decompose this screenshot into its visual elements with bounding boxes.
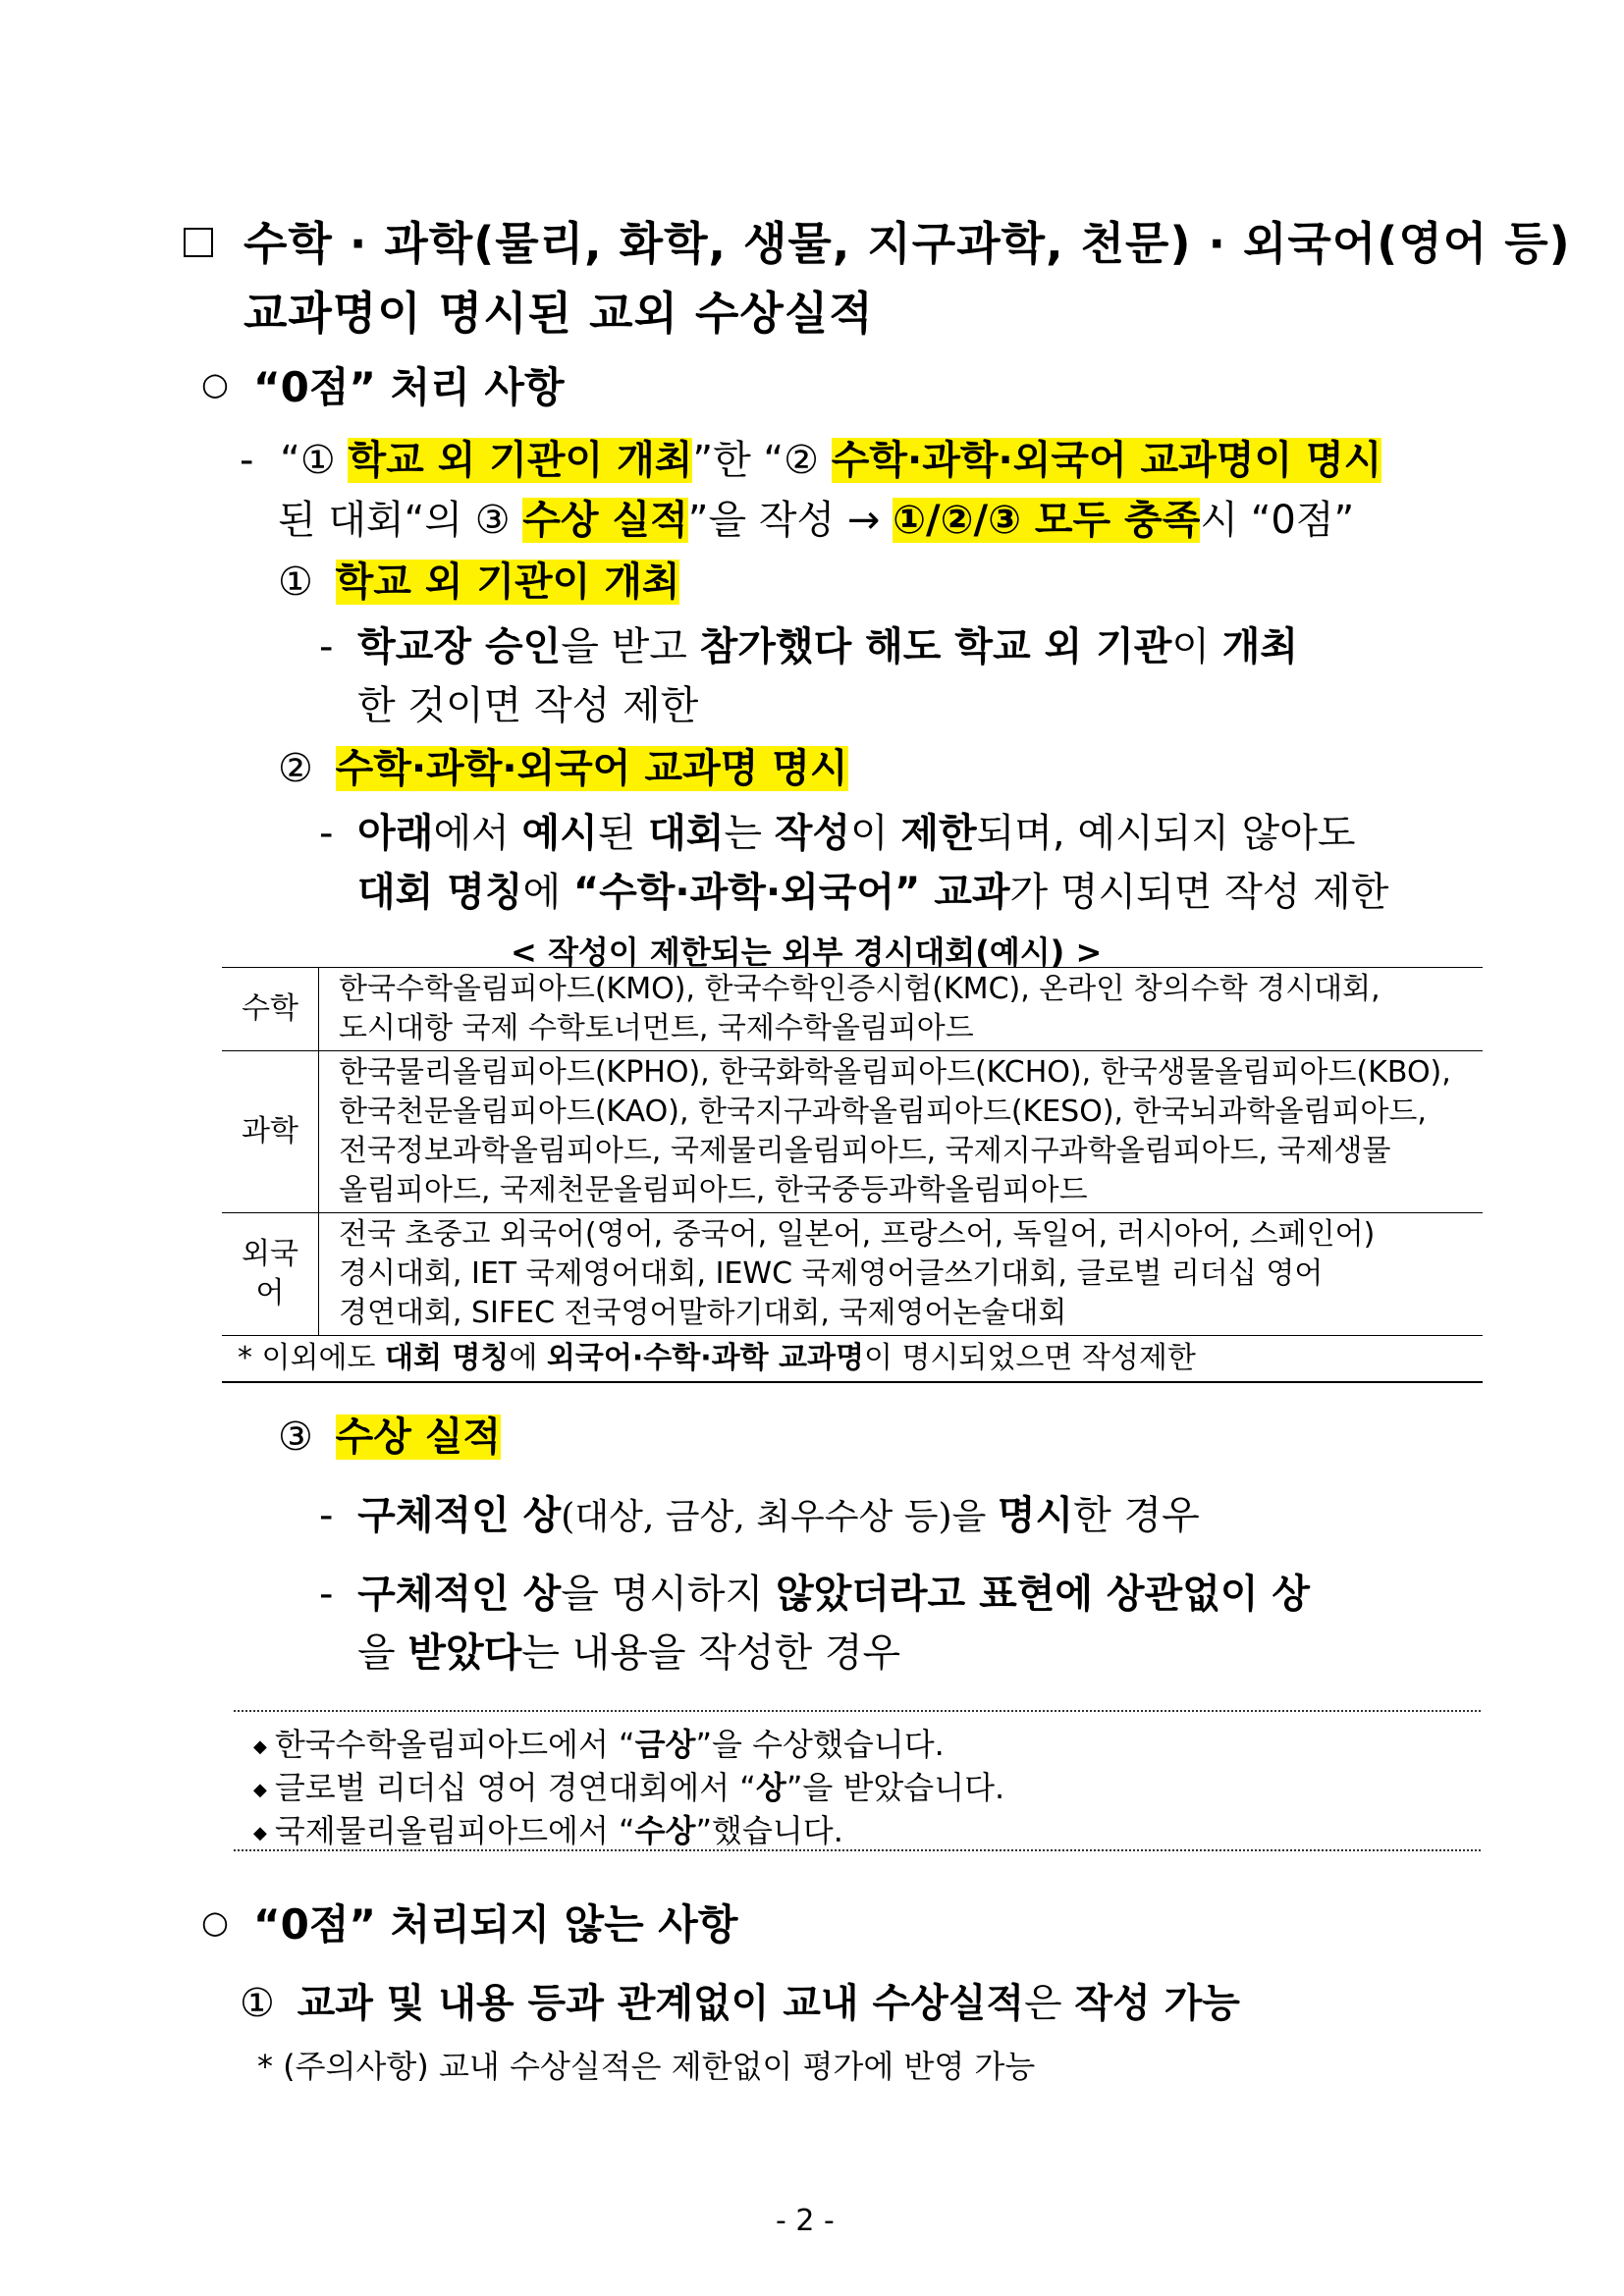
example-text: 국제물리올림피아드에서 “ [274, 1812, 635, 1849]
item2-text-b: 에서 [433, 811, 522, 856]
example-text: ”을 받았습니다. [785, 1769, 1005, 1806]
list-line: 경연대회, SIFEC 전국영어말하기대회, 국제영어논술대회 [339, 1296, 1067, 1330]
restricted-contest-table [222, 967, 1483, 1383]
category-language-line2: 어 [255, 1276, 285, 1310]
item3-sub2-text-b: 을 명시하지 [561, 1572, 776, 1617]
table-row-science [222, 1051, 1483, 1213]
example-text: 한국수학올림피아드에서 “ [274, 1726, 635, 1763]
section-title-line1: 수학 · 과학(물리, 화학, 생물, 지구과학, 천문) · 외국어(영어 등) [244, 217, 1571, 270]
item2-desc-line1 [319, 802, 1356, 858]
example-line-3 [253, 1806, 843, 1851]
item1-number: ① [278, 560, 313, 605]
nonzero-heading: “0점” 처리되지 않는 사항 [253, 1900, 738, 1949]
item2-dash: - [319, 811, 334, 856]
list-line: 올림피아드, 국제천문올림피아드, 한국중등과학올림피아드 [339, 1173, 1088, 1207]
list-line: 전국 초중고 외국어(영어, 중국어, 일본어, 프랑스어, 독일어, 러시아어, 스페인어) [339, 1217, 1376, 1252]
lead-text-1: “① [280, 438, 349, 483]
category-science-list [319, 1051, 1484, 1213]
lead-highlight-3: 수상 실적 [522, 498, 688, 543]
item1-text-b: 을 받고 [561, 624, 700, 669]
table-caption: < 작성이 제한되는 외부 경시대회(예시) > [511, 934, 1103, 971]
item2-text-m: “수학·과학·외국어” 교과 [572, 870, 1010, 915]
list-line: 한국수학올림피아드(KMO), 한국수학인증시험(KMC), 온라인 창의수학 경시대회, [339, 972, 1380, 1006]
example-keyword: 상 [755, 1769, 786, 1806]
table-row-math [222, 968, 1483, 1051]
item1-text-c: 참가했다 해도 학교 외 기관 [699, 624, 1172, 669]
list-line: 전국정보과학올림피아드, 국제물리올림피아드, 국제지구과학올림피아드, 국제생물 [339, 1134, 1391, 1168]
example-keyword: 수상 [634, 1812, 696, 1849]
item2-text-c: 예시 [521, 811, 598, 856]
category-math-list [319, 968, 1484, 1051]
lead-line1 [240, 429, 1381, 485]
lead-highlight-4: ①/②/③ 모두 충족 [893, 498, 1201, 543]
lead-text-4: ”을 작성 → [687, 498, 893, 543]
item3-number: ③ [278, 1415, 313, 1460]
category-language [222, 1213, 319, 1336]
nonzero-item1-text-a: 교과 및 내용 등과 관계없이 교내 수상실적 [297, 1981, 1025, 2026]
item2-desc-line2 [357, 861, 1388, 917]
example-keyword: 금상 [634, 1726, 696, 1763]
item3-sub2-dash: - [319, 1572, 334, 1617]
item2-text-l: 에 [522, 870, 573, 915]
note-text-e: 이 명시되었으면 작성제한 [863, 1341, 1196, 1375]
page-number: - 2 - [776, 2204, 835, 2238]
note-text-b: 대회 명칭 [385, 1341, 510, 1375]
lead-text-2: ”한 “② [692, 438, 832, 483]
note-star: * [238, 1341, 252, 1375]
nonzero-item1-text-c: 작성 가능 [1074, 1981, 1240, 2026]
category-language-line1: 외국 [242, 1237, 298, 1271]
item2-text-h: 이 [850, 811, 901, 856]
example-text: ”했습니다. [695, 1812, 843, 1849]
table-note-row [222, 1336, 1483, 1383]
item1-desc-line2: 한 것이면 작성 제한 [357, 683, 699, 728]
item1-label: 학교 외 기관이 개최 [335, 560, 680, 605]
note-text-a: 이외에도 [252, 1341, 385, 1375]
lead-line2 [278, 489, 1354, 545]
item3-label: 수상 실적 [335, 1415, 502, 1460]
nonzero-item1 [240, 1972, 1240, 2028]
diamond-bullet-icon: ◆ [253, 1822, 267, 1843]
note-text-c: 에 [509, 1341, 547, 1375]
circle-bullet-icon: ○ [201, 1903, 229, 1941]
nonzero-item1-text-b: 은 [1024, 1981, 1075, 2026]
item2-label: 수학·과학·외국어 교과명 명시 [335, 746, 848, 791]
item2-text-j: 되며, 예시되지 않아도 [976, 811, 1356, 856]
list-line: 도시대항 국제 수학토너먼트, 국제수학올림피아드 [339, 1011, 974, 1045]
nonzero-item1-number: ① [240, 1981, 275, 2026]
item3-sub2-text-e: 받았다 [407, 1630, 522, 1676]
list-line: 경시대회, IET 국제영어대회, IEWC 국제영어글쓰기대회, 글로벌 리더십 영어 [339, 1256, 1324, 1291]
category-science: 과학 [222, 1051, 319, 1213]
table-note [222, 1336, 1483, 1383]
item3-sub1-text-a: 구체적인 상 [357, 1493, 562, 1538]
examples-box [234, 1710, 1481, 1851]
item2-text-d: 된 [597, 811, 649, 856]
item3-sub2-line2 [357, 1622, 900, 1678]
item2-text-i: 제한 [900, 811, 977, 856]
item1-heading [278, 551, 679, 607]
item1-text-d: 이 [1171, 624, 1222, 669]
item1-dash: - [319, 624, 334, 669]
item2-text-g: 작성 [774, 811, 850, 856]
circle-bullet-icon: ○ [201, 365, 229, 402]
item1-desc-line1 [319, 615, 1298, 671]
item3-sub1-text-d: 한 경우 [1073, 1493, 1200, 1538]
table-row-language [222, 1213, 1483, 1336]
note-text-d: 외국어·수학·과학 교과명 [546, 1341, 864, 1375]
example-line-1 [253, 1720, 945, 1765]
example-text: 글로벌 리더십 영어 경연대회에서 “ [274, 1769, 756, 1806]
category-language-list [319, 1213, 1484, 1336]
item3-sub2-text-d: 을 [357, 1630, 408, 1676]
diamond-bullet-icon: ◆ [253, 1779, 267, 1800]
lead-text-5: 시 “0점” [1200, 498, 1355, 543]
item3-sub1-text-b: (대상, 금상, 최우수상 등)을 [561, 1497, 998, 1537]
item1-text-a: 학교장 승인 [357, 624, 562, 669]
item3-heading [278, 1406, 501, 1462]
item1-text-e: 개최 [1221, 624, 1299, 669]
lead-dash: - [240, 438, 254, 483]
item3-sub2-text-a: 구체적인 상 [357, 1572, 562, 1617]
list-line: 한국물리올림피아드(KPHO), 한국화학올림피아드(KCHO), 한국생물올림피아드(KBO), [339, 1055, 1451, 1090]
checkbox-square-icon [184, 228, 213, 257]
diamond-bullet-icon: ◆ [253, 1735, 267, 1757]
item3-sub2-line1 [319, 1563, 1310, 1619]
zero-heading: “0점” 처리 사항 [253, 363, 565, 411]
item2-text-n: 가 명시되면 작성 제한 [1009, 870, 1389, 915]
item2-text-e: 대회 [648, 811, 725, 856]
item3-sub1 [319, 1484, 1200, 1540]
item3-sub2-text-c: 않았더라고 표현에 상관없이 상 [775, 1572, 1311, 1617]
list-line: 한국천문올림피아드(KAO), 한국지구과학올림피아드(KESO), 한국뇌과학올림피아드, [339, 1095, 1427, 1129]
lead-highlight-1: 학교 외 기관이 개최 [348, 438, 693, 483]
item3-sub1-dash: - [319, 1493, 334, 1538]
item3-sub2-text-f: 는 내용을 작성한 경우 [521, 1630, 901, 1676]
item2-text-k: 대회 명칭 [357, 870, 523, 915]
nonzero-note: * (주의사항) 교내 수상실적은 제한없이 평가에 반영 가능 [257, 2048, 1036, 2085]
example-text: ”을 수상했습니다. [695, 1726, 945, 1763]
lead-text-3: 된 대회“의 ③ [278, 498, 523, 543]
section-title-line2: 교과명이 명시된 교외 수상실적 [244, 287, 874, 340]
item2-heading [278, 737, 848, 793]
item2-text-a: 아래 [357, 811, 434, 856]
item2-number: ② [278, 746, 313, 791]
item3-sub1-text-c: 명시 [997, 1493, 1074, 1538]
item2-text-f: 는 [724, 811, 775, 856]
example-line-2 [253, 1763, 1004, 1808]
lead-highlight-2: 수학·과학·외국어 교과명이 명시 [831, 438, 1382, 483]
category-math: 수학 [222, 968, 319, 1051]
